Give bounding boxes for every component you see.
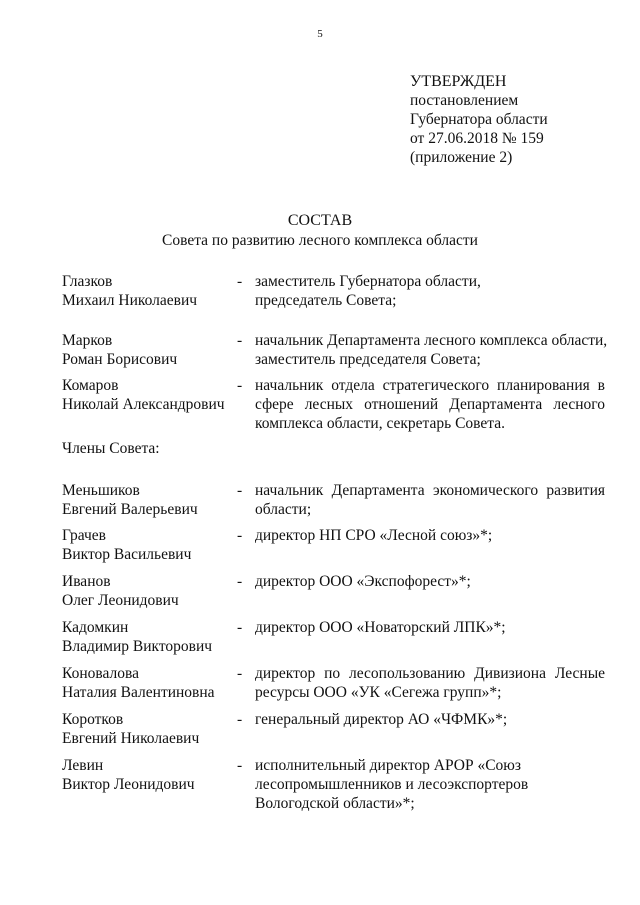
- person-name: [62, 664, 237, 702]
- role-line: начальник Департамента экономического развития: [255, 482, 605, 499]
- person-role: [255, 376, 605, 433]
- role-line: Вологодской области»*;: [255, 795, 415, 812]
- dash-separator: -: [237, 273, 243, 290]
- page-number: 5: [317, 28, 323, 40]
- dash-separator: -: [237, 332, 243, 349]
- person-role: [255, 331, 608, 369]
- approval-line: (приложение 2): [410, 149, 513, 166]
- approval-line: УТВЕРЖДЕН: [410, 73, 507, 90]
- person-name: [62, 756, 237, 794]
- person-name: [62, 526, 237, 564]
- dash-separator: -: [237, 711, 243, 728]
- person-surname: Глазков: [62, 273, 113, 290]
- person-role: [255, 618, 605, 637]
- role-line: комплекса области, секретарь Совета.: [255, 415, 506, 432]
- person-given-names: Олег Леонидович: [62, 592, 179, 609]
- person-given-names: Михаил Николаевич: [62, 292, 198, 309]
- approval-line: Губернатора области: [410, 111, 548, 128]
- dash-separator: -: [237, 665, 243, 682]
- person-role: [255, 481, 605, 519]
- person-given-names: Виктор Васильевич: [62, 546, 192, 563]
- dash-separator: -: [237, 757, 243, 774]
- person-surname: Кадомкин: [62, 619, 129, 636]
- person-role: [255, 526, 605, 545]
- person-name: [62, 572, 237, 610]
- person-name: [62, 331, 237, 369]
- person-name: [62, 481, 237, 519]
- role-line: области;: [255, 501, 312, 518]
- role-line: начальник Департамента лесного комплекса области,: [255, 332, 608, 349]
- person-name: [62, 376, 237, 414]
- person-role: [255, 664, 605, 702]
- approval-line: от 27.06.2018 № 159: [410, 130, 544, 147]
- person-given-names: Николай Александрович: [62, 396, 225, 413]
- person-role: [255, 572, 605, 591]
- role-line: сфере лесных отношений Департамента лесного: [255, 396, 605, 413]
- role-line: генеральный директор АО «ЧФМК»*;: [255, 711, 508, 728]
- person-role: [255, 272, 605, 310]
- person-surname: Марков: [62, 332, 113, 349]
- person-given-names: Виктор Леонидович: [62, 776, 195, 793]
- dash-separator: -: [237, 377, 243, 394]
- role-line: начальник отдела стратегического планирования в: [255, 377, 605, 394]
- person-role: [255, 756, 605, 813]
- person-given-names: Евгений Валерьевич: [62, 501, 198, 518]
- person-surname: Иванов: [62, 573, 111, 590]
- dash-separator: -: [237, 619, 243, 636]
- person-given-names: Евгений Николаевич: [62, 730, 200, 747]
- person-given-names: Владимир Викторович: [62, 638, 213, 655]
- approval-line: постановлением: [410, 92, 519, 109]
- person-name: [62, 272, 237, 310]
- dash-separator: -: [237, 573, 243, 590]
- person-role: [255, 710, 605, 729]
- person-name: [62, 618, 237, 656]
- role-line: директор НП СРО «Лесной союз»*;: [255, 527, 493, 544]
- members-section-label: Члены Совета:: [62, 440, 160, 457]
- role-line: лесопромышленников и лесоэкспортеров: [255, 776, 529, 793]
- role-line: директор по лесопользованию Дивизиона Лесные: [255, 665, 605, 682]
- document-subtitle: Совета по развитию лесного комплекса области: [162, 232, 478, 249]
- role-line: директор ООО «Экспофорест»*;: [255, 573, 471, 590]
- person-given-names: Роман Борисович: [62, 351, 178, 368]
- role-line: заместитель Губернатора области,: [255, 273, 481, 290]
- dash-separator: -: [237, 527, 243, 544]
- person-surname: Грачев: [62, 527, 106, 544]
- role-line: директор ООО «Новаторский ЛПК»*;: [255, 619, 506, 636]
- dash-separator: -: [237, 482, 243, 499]
- person-given-names: Наталия Валентиновна: [62, 684, 215, 701]
- person-surname: Коротков: [62, 711, 124, 728]
- person-surname: Левин: [62, 757, 104, 774]
- role-line: заместитель председателя Совета;: [255, 351, 481, 368]
- approval-stamp: [410, 72, 548, 167]
- role-line: председатель Совета;: [255, 292, 397, 309]
- person-surname: Коновалова: [62, 665, 139, 682]
- person-surname: Меньшиков: [62, 482, 140, 499]
- role-line: ресурсы ООО «УК «Сегежа групп»*;: [255, 684, 502, 701]
- role-line: исполнительный директор АРОР «Союз: [255, 757, 521, 774]
- person-name: [62, 710, 237, 748]
- document-title: СОСТАВ: [287, 212, 353, 229]
- person-surname: Комаров: [62, 377, 119, 394]
